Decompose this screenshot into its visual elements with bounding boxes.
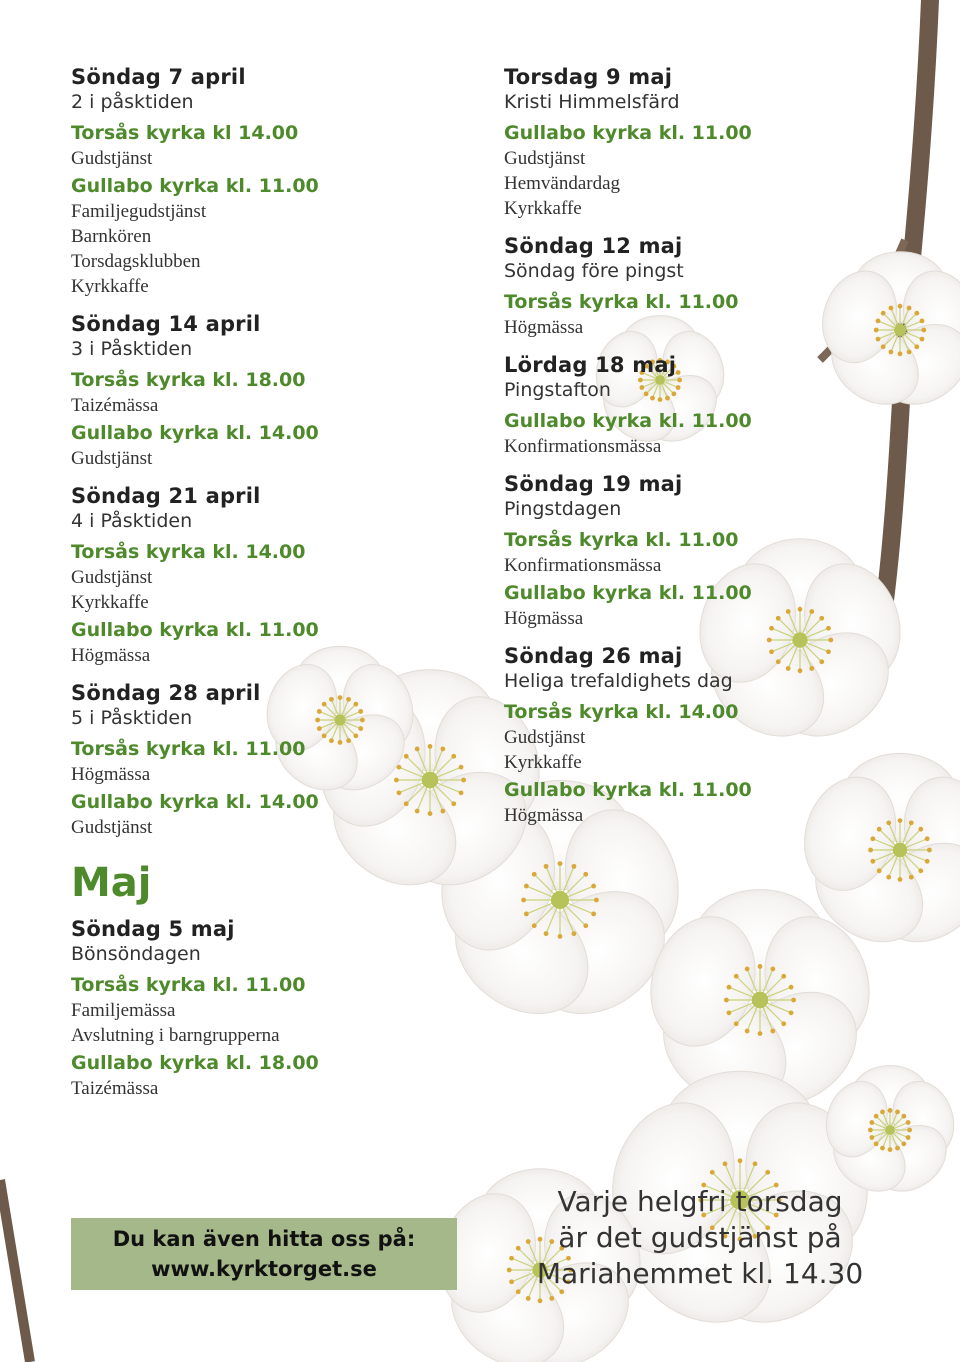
- church-time: Torsås kyrka kl. 18.00: [71, 369, 306, 391]
- day-heading: Söndag 26 maj: [504, 644, 683, 668]
- website-info-box: [71, 1218, 457, 1290]
- day-heading: Söndag 7 april: [71, 65, 246, 89]
- service-item: Kyrkkaffe: [504, 198, 582, 219]
- day-subtitle: 2 i påsktiden: [71, 91, 194, 113]
- church-time: Gullabo kyrka kl. 18.00: [71, 1052, 319, 1074]
- service-item: Konfirmationsmässa: [504, 436, 662, 457]
- church-time: Gullabo kyrka kl. 11.00: [504, 122, 752, 144]
- church-time: Torsås kyrka kl. 11.00: [71, 738, 306, 760]
- service-item: Gudstjänst: [504, 727, 586, 748]
- service-item: Barnkören: [71, 226, 152, 247]
- day-heading: Torsdag 9 maj: [504, 65, 673, 89]
- service-item: Gudstjänst: [71, 567, 153, 588]
- service-item: Högmässa: [504, 608, 584, 629]
- service-item: Kyrkkaffe: [71, 276, 149, 297]
- service-item: Avslutning i barngrupperna: [71, 1025, 280, 1046]
- day-subtitle: Kristi Himmelsfärd: [504, 91, 680, 113]
- service-day-entry: [504, 471, 924, 631]
- church-time: Torsås kyrka kl 14.00: [71, 122, 299, 144]
- thursday-service-note: [520, 1184, 880, 1292]
- service-item: Konfirmationsmässa: [504, 555, 662, 576]
- website-link[interactable]: www.kyrktorget.se: [151, 1257, 377, 1281]
- service-item: Familjemässa: [71, 1000, 176, 1021]
- day-heading: Söndag 14 april: [71, 312, 261, 336]
- schedule-column-left: [71, 64, 471, 1113]
- day-heading: Söndag 21 april: [71, 484, 261, 508]
- day-subtitle: Söndag före pingst: [504, 260, 684, 282]
- church-time: Torsås kyrka kl. 11.00: [504, 291, 739, 313]
- service-item: Gudstjänst: [71, 817, 153, 838]
- service-item: Hemvändardag: [504, 173, 621, 194]
- service-item: Kyrkkaffe: [504, 752, 582, 773]
- day-subtitle: Pingstdagen: [504, 498, 622, 520]
- service-item: Högmässa: [504, 805, 584, 826]
- day-subtitle: 3 i Påsktiden: [71, 338, 193, 360]
- service-day-entry: [71, 64, 471, 299]
- service-item: Taizémässa: [71, 395, 159, 416]
- service-day-entry: [504, 352, 924, 459]
- service-day-entry: [71, 483, 471, 668]
- service-item: Kyrkkaffe: [71, 592, 149, 613]
- service-item: Gudstjänst: [504, 148, 586, 169]
- day-subtitle: Heliga trefaldighets dag: [504, 670, 733, 692]
- note-line: Mariahemmet kl. 14.30: [536, 1257, 864, 1290]
- service-day-entry: [71, 311, 471, 471]
- day-heading: Söndag 5 maj: [71, 917, 235, 941]
- info-box-text: Du kan även hitta oss på:: [112, 1227, 416, 1251]
- note-line: Varje helgfri torsdag: [557, 1185, 843, 1218]
- service-item: Taizémässa: [71, 1078, 159, 1099]
- church-time: Gullabo kyrka kl. 14.00: [71, 791, 319, 813]
- day-subtitle: Pingstafton: [504, 379, 611, 401]
- service-day-entry: [504, 64, 924, 221]
- service-item: Högmässa: [504, 317, 584, 338]
- service-item: Gudstjänst: [71, 448, 153, 469]
- church-time: Gullabo kyrka kl. 11.00: [504, 410, 752, 432]
- church-time: Torsås kyrka kl. 14.00: [71, 541, 306, 563]
- church-time: Gullabo kyrka kl. 14.00: [71, 422, 319, 444]
- church-time: Gullabo kyrka kl. 11.00: [504, 779, 752, 801]
- service-day-entry: [71, 916, 471, 1101]
- service-item: Högmässa: [71, 645, 151, 666]
- service-item: Gudstjänst: [71, 148, 153, 169]
- service-day-entry: [71, 680, 471, 840]
- church-time: Gullabo kyrka kl. 11.00: [504, 582, 752, 604]
- church-time: Torsås kyrka kl. 11.00: [504, 529, 739, 551]
- church-time: Gullabo kyrka kl. 11.00: [71, 175, 319, 197]
- day-heading: Söndag 19 maj: [504, 472, 683, 496]
- day-subtitle: Bönsöndagen: [71, 943, 201, 965]
- service-day-entry: [504, 233, 924, 340]
- church-time: Gullabo kyrka kl. 11.00: [71, 619, 319, 641]
- month-heading: Maj: [71, 860, 152, 906]
- day-heading: Söndag 12 maj: [504, 234, 683, 258]
- day-subtitle: 4 i Påsktiden: [71, 510, 193, 532]
- day-heading: Söndag 28 april: [71, 681, 261, 705]
- service-day-entry: [504, 643, 924, 828]
- service-item: Högmässa: [71, 764, 151, 785]
- schedule-column-right: [504, 64, 924, 840]
- church-time: Torsås kyrka kl. 11.00: [71, 974, 306, 996]
- day-subtitle: 5 i Påsktiden: [71, 707, 193, 729]
- day-heading: Lördag 18 maj: [504, 353, 677, 377]
- service-item: Familjegudstjänst: [71, 201, 207, 222]
- service-item: Torsdagsklubben: [71, 251, 201, 272]
- note-line: är det gudstjänst på: [558, 1221, 842, 1254]
- church-time: Torsås kyrka kl. 14.00: [504, 701, 739, 723]
